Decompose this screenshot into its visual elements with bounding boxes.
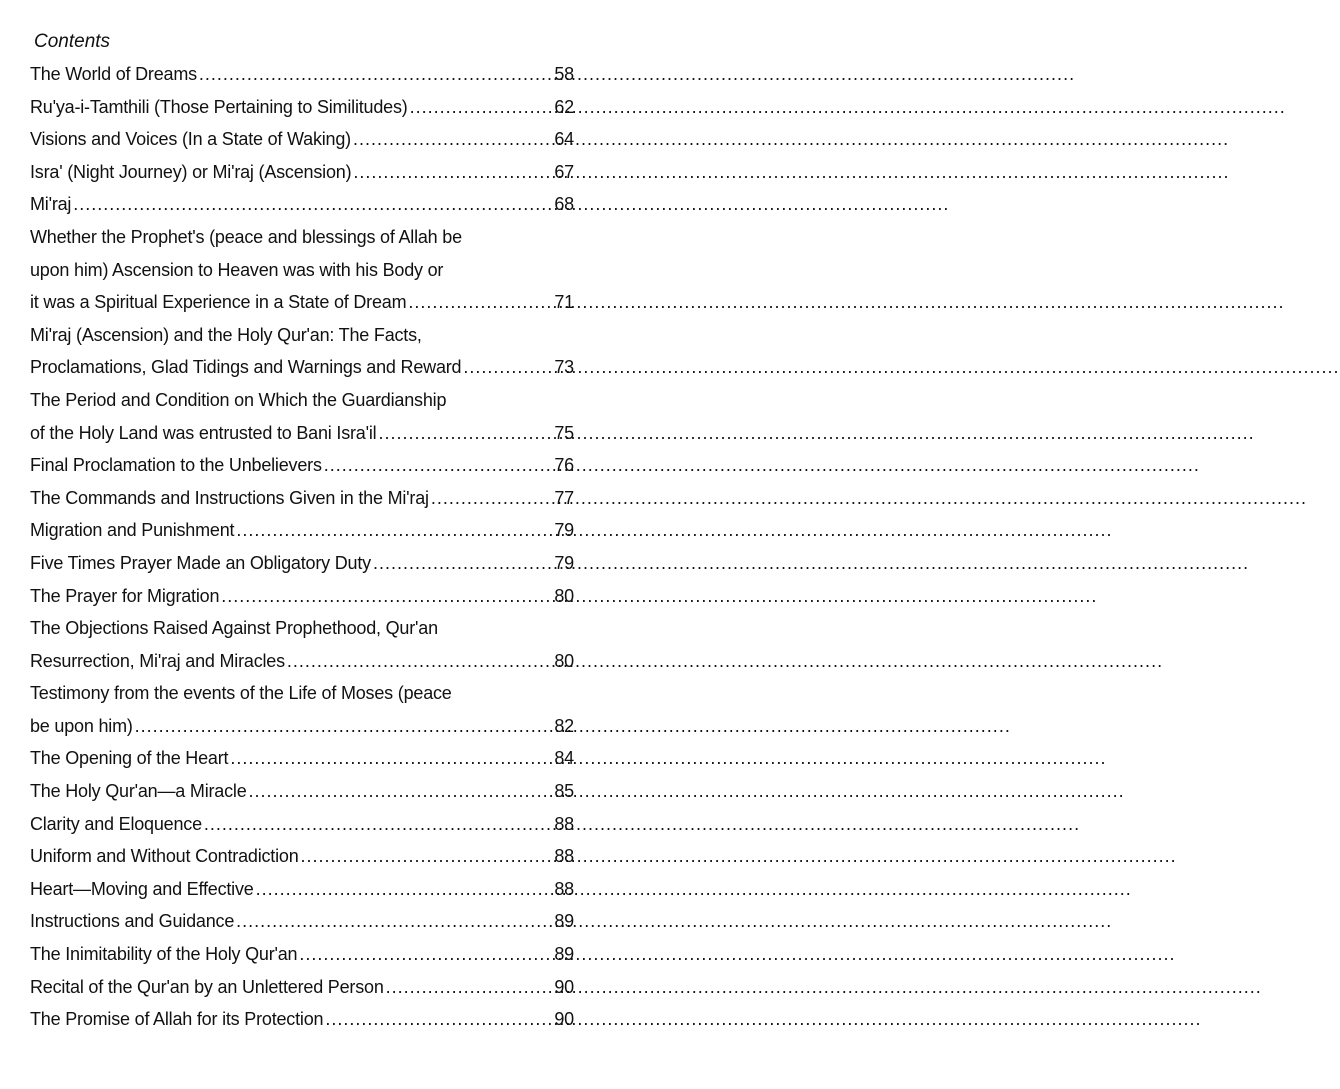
toc-entry [30, 58, 574, 91]
toc-page-number: 88 [554, 846, 574, 867]
toc-entry [30, 775, 574, 808]
toc-page-number: 84 [554, 748, 574, 769]
toc-entry-title: Instructions and Guidance [30, 911, 235, 932]
toc-entry-title: of the Holy Land was entrusted to Bani Isra'il [30, 422, 377, 443]
dot-leader [236, 905, 548, 938]
toc-page-number: 73 [554, 357, 574, 378]
toc-page-number: 85 [554, 781, 574, 802]
toc-page-number: 79 [554, 520, 574, 541]
toc-page-number: 90 [554, 976, 574, 997]
toc-entry [30, 286, 574, 319]
toc-entry [30, 742, 574, 775]
toc-entry [30, 645, 574, 678]
toc-entry-title: The Prayer for Migration [30, 585, 220, 606]
toc-entry-title: Proclamations, Glad Tidings and Warnings and Reward [30, 357, 462, 378]
dot-leader [199, 58, 548, 91]
toc-entry-line [30, 319, 574, 352]
dot-leader [408, 286, 548, 319]
toc-entry-title: Uniform and Without Contradiction [30, 846, 299, 867]
toc-entry [30, 905, 574, 938]
toc-entry-title: Testimony from the events of the Life of Moses (peace [30, 683, 452, 704]
dot-leader [236, 514, 548, 547]
toc-entry-title: Migration and Punishment [30, 520, 235, 541]
dot-leader [204, 808, 548, 841]
toc-entry-title: The Promise of Allah for its Protection [30, 1009, 324, 1030]
toc-page-number: 64 [554, 129, 574, 150]
toc-entry-title: Clarity and Eloquence [30, 813, 202, 834]
toc-entry [30, 156, 574, 189]
toc-entry-title: Isra' (Night Journey) or Mi'raj (Ascension) [30, 161, 352, 182]
toc-entry-title: Ru'ya-i-Tamthili (Those Pertaining to Similitudes) [30, 96, 408, 117]
toc-entry [30, 417, 574, 450]
toc-page-number: 68 [554, 194, 574, 215]
toc-entry-title: Final Proclamation to the Unbelievers [30, 455, 322, 476]
toc-entry-title: be upon him) [30, 715, 133, 736]
toc-entry [30, 808, 574, 841]
toc-entry-title: The Commands and Instructions Given in the Mi'raj [30, 487, 429, 508]
dot-leader [373, 547, 548, 580]
toc-entry-title: Whether the Prophet's (peace and blessings of Allah be [30, 226, 462, 247]
toc-entry-title: Resurrection, Mi'raj and Miracles [30, 650, 285, 671]
toc-entry [30, 580, 574, 613]
dot-leader [135, 710, 548, 743]
dot-leader [230, 742, 548, 775]
dot-leader [324, 449, 548, 482]
toc-list [30, 58, 574, 1036]
toc-page-number: 77 [554, 487, 574, 508]
toc-page-number: 58 [554, 64, 574, 84]
toc-entry-title: Mi'raj (Ascension) and the Holy Qur'an: The Facts, [30, 324, 422, 345]
dot-leader [410, 91, 548, 124]
dot-leader [353, 156, 548, 189]
toc-entry [30, 91, 574, 124]
toc-page-number: 80 [554, 585, 574, 606]
contents-page [0, 0, 600, 1089]
toc-page-number: 82 [554, 715, 574, 736]
toc-entry-title: The Objections Raised Against Prophethood, Qur'an [30, 618, 438, 639]
toc-page-number: 88 [554, 813, 574, 834]
toc-page-number: 67 [554, 161, 574, 182]
toc-entry [30, 514, 574, 547]
dot-leader [287, 645, 548, 678]
toc-page-number: 89 [554, 944, 574, 965]
toc-page-number: 75 [554, 422, 574, 443]
toc-entry [30, 710, 574, 743]
toc-page-number: 62 [554, 96, 574, 117]
toc-entry [30, 840, 574, 873]
toc-entry [30, 482, 574, 515]
toc-entry-line [30, 612, 574, 645]
toc-entry-line [30, 221, 574, 254]
toc-entry [30, 938, 574, 971]
dot-leader [386, 971, 548, 1004]
toc-entry [30, 873, 574, 906]
toc-entry [30, 449, 574, 482]
toc-page-number: 88 [554, 878, 574, 899]
dot-leader [299, 938, 548, 971]
toc-entry-line [30, 677, 574, 710]
toc-page-number: 71 [554, 292, 574, 313]
toc-entry-title: Visions and Voices (In a State of Waking) [30, 129, 351, 150]
toc-entry [30, 547, 574, 580]
dot-leader [301, 840, 548, 873]
toc-entry-title: Recital of the Qur'an by an Unlettered Person [30, 976, 384, 997]
toc-entry-title: Five Times Prayer Made an Obligatory Duty [30, 552, 371, 573]
toc-entry-title: The Period and Condition on Which the Guardianship [30, 389, 447, 410]
dot-leader [463, 351, 548, 384]
toc-entry-title: The Inimitability of the Holy Qur'an [30, 944, 298, 965]
toc-page-number: 79 [554, 552, 574, 573]
dot-leader [378, 417, 548, 450]
dot-leader [221, 580, 548, 613]
toc-entry [30, 123, 574, 156]
toc-entry-title: The Opening of the Heart [30, 748, 229, 769]
contents-heading: Contents [34, 31, 111, 52]
toc-page-number: 80 [554, 650, 574, 671]
toc-entry-line [30, 254, 574, 287]
dot-leader [325, 1003, 548, 1036]
toc-entry-title: The World of Dreams [30, 64, 197, 84]
dot-leader [353, 123, 548, 156]
toc-entry [30, 1003, 574, 1036]
toc-entry-title: upon him) Ascension to Heaven was with his Body or [30, 259, 444, 280]
toc-entry-title: Heart—Moving and Effective [30, 878, 254, 899]
toc-page-number: 90 [554, 1009, 574, 1030]
dot-leader [431, 482, 548, 515]
toc-entry-title: it was a Spiritual Experience in a State of Dream [30, 292, 407, 313]
toc-entry-title: Mi'raj [30, 194, 72, 215]
dot-leader [256, 873, 548, 906]
toc-page-number: 89 [554, 911, 574, 932]
toc-entry [30, 971, 574, 1004]
toc-entry [30, 188, 574, 221]
toc-entry-line [30, 384, 574, 417]
toc-entry-title: The Holy Qur'an—a Miracle [30, 781, 247, 802]
toc-entry [30, 351, 574, 384]
dot-leader [73, 188, 548, 221]
toc-page-number: 76 [554, 455, 574, 476]
dot-leader [249, 775, 548, 808]
